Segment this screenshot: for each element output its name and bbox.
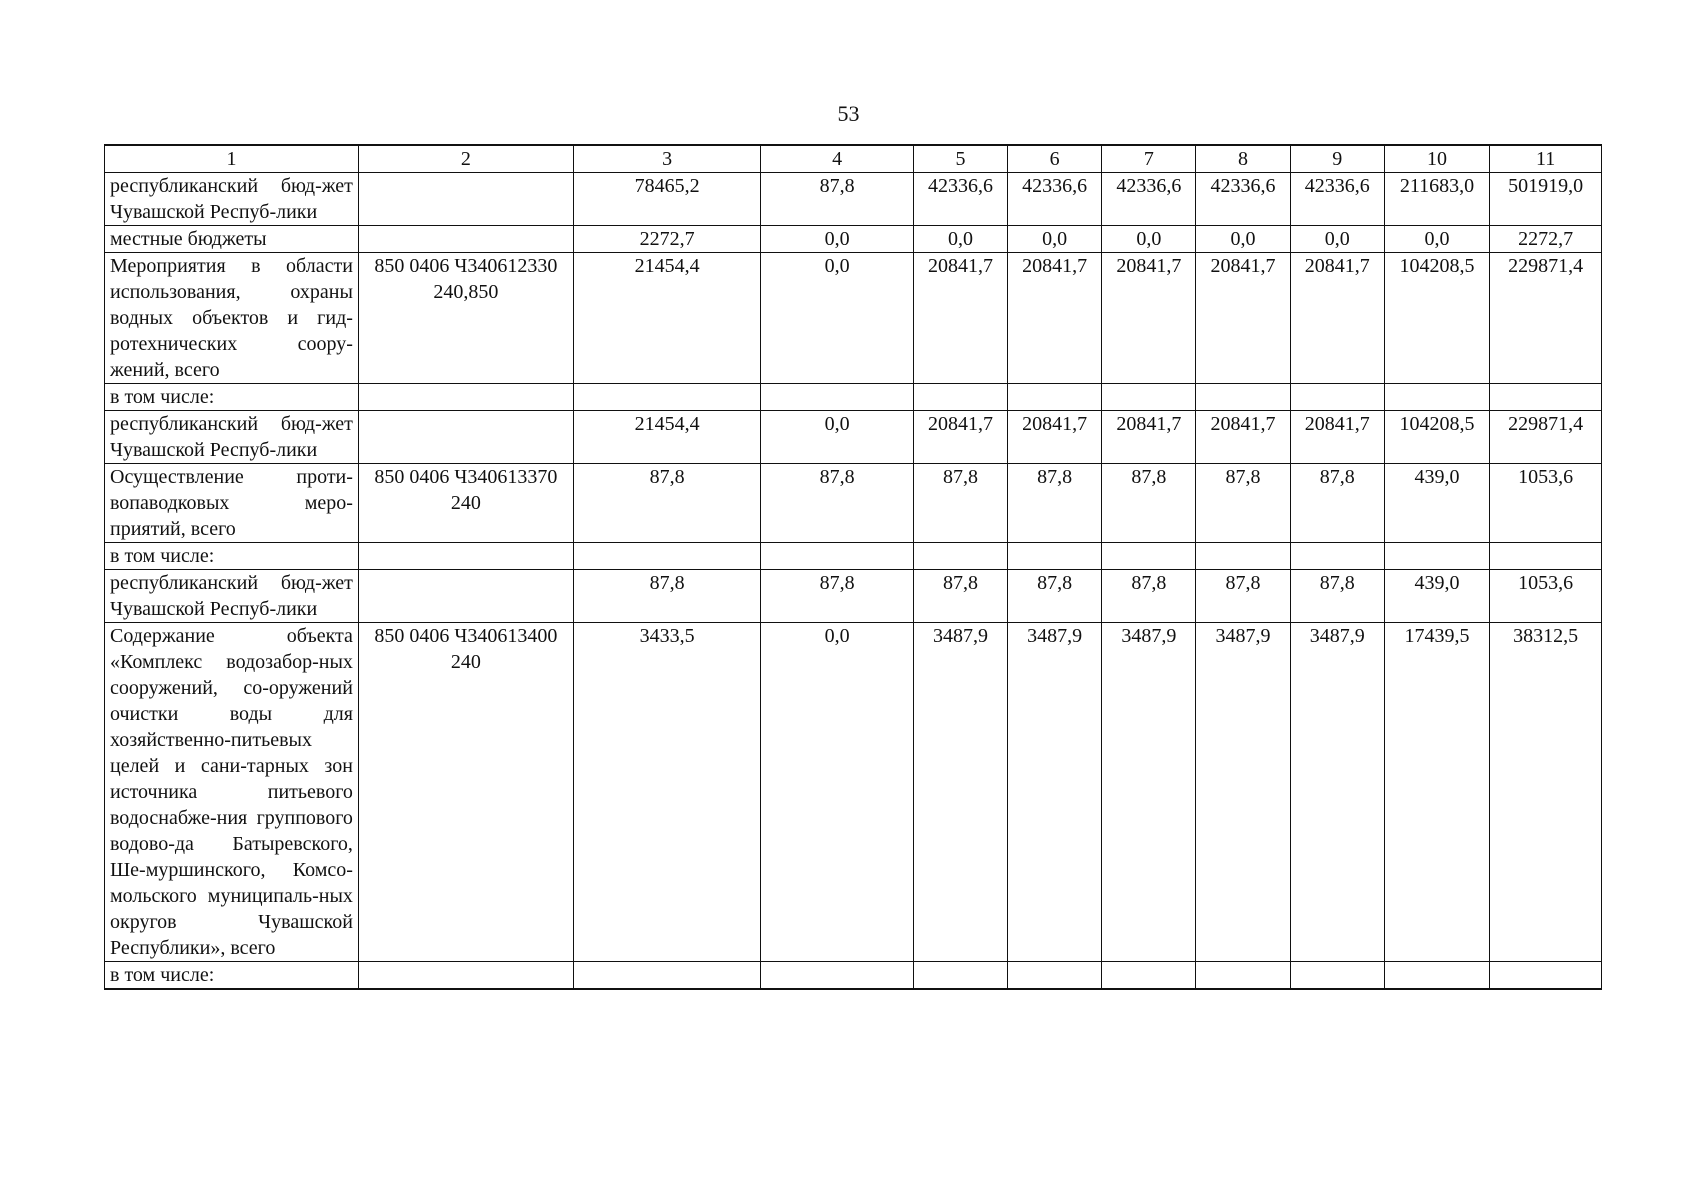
value-cell: 0,0 bbox=[1384, 226, 1489, 253]
value-cell bbox=[1384, 962, 1489, 990]
value-cell: 0,0 bbox=[761, 253, 914, 384]
column-number: 6 bbox=[1008, 145, 1102, 173]
value-cell bbox=[1290, 962, 1384, 990]
row-name-cell: республиканский бюд-жет Чувашской Респуб-лики bbox=[105, 173, 359, 226]
value-cell: 87,8 bbox=[1102, 570, 1196, 623]
value-cell: 3487,9 bbox=[1196, 623, 1290, 962]
budget-code-cell: 850 0406 Ч340613370 240 bbox=[358, 464, 573, 543]
value-cell bbox=[913, 962, 1007, 990]
value-cell: 0,0 bbox=[761, 623, 914, 962]
row-name-cell: Осуществление проти-вопаводковых меро-приятий, всего bbox=[105, 464, 359, 543]
row-name-cell: в том числе: bbox=[105, 543, 359, 570]
budget-code-cell bbox=[358, 411, 573, 464]
value-cell: 87,8 bbox=[761, 173, 914, 226]
value-cell: 20841,7 bbox=[1008, 411, 1102, 464]
budget-code-cell bbox=[358, 173, 573, 226]
column-number: 9 bbox=[1290, 145, 1384, 173]
value-cell: 0,0 bbox=[913, 226, 1007, 253]
value-cell: 20841,7 bbox=[1290, 253, 1384, 384]
value-cell bbox=[913, 384, 1007, 411]
value-cell: 87,8 bbox=[1102, 464, 1196, 543]
budget-code-cell bbox=[358, 384, 573, 411]
value-cell: 229871,4 bbox=[1490, 253, 1602, 384]
row-name-cell: местные бюджеты bbox=[105, 226, 359, 253]
value-cell bbox=[1384, 543, 1489, 570]
table-row bbox=[105, 543, 1602, 570]
value-cell: 0,0 bbox=[1102, 226, 1196, 253]
table-row bbox=[105, 411, 1602, 464]
budget-table bbox=[104, 144, 1602, 990]
value-cell bbox=[761, 962, 914, 990]
column-number: 1 bbox=[105, 145, 359, 173]
value-cell: 21454,4 bbox=[573, 253, 760, 384]
value-cell: 87,8 bbox=[1196, 570, 1290, 623]
value-cell bbox=[573, 384, 760, 411]
value-cell: 87,8 bbox=[1008, 570, 1102, 623]
row-name-cell: в том числе: bbox=[105, 962, 359, 990]
column-number: 10 bbox=[1384, 145, 1489, 173]
value-cell bbox=[761, 543, 914, 570]
value-cell: 0,0 bbox=[761, 411, 914, 464]
value-cell: 87,8 bbox=[913, 464, 1007, 543]
value-cell: 87,8 bbox=[761, 570, 914, 623]
column-number-row bbox=[105, 145, 1602, 173]
value-cell: 20841,7 bbox=[913, 253, 1007, 384]
value-cell bbox=[1384, 384, 1489, 411]
value-cell bbox=[1290, 543, 1384, 570]
value-cell: 87,8 bbox=[1290, 570, 1384, 623]
value-cell bbox=[573, 543, 760, 570]
budget-code-cell bbox=[358, 543, 573, 570]
value-cell: 20841,7 bbox=[1102, 411, 1196, 464]
value-cell: 501919,0 bbox=[1490, 173, 1602, 226]
value-cell: 2272,7 bbox=[573, 226, 760, 253]
value-cell: 87,8 bbox=[761, 464, 914, 543]
value-cell: 87,8 bbox=[913, 570, 1007, 623]
value-cell bbox=[1490, 543, 1602, 570]
value-cell: 0,0 bbox=[1290, 226, 1384, 253]
value-cell bbox=[1196, 384, 1290, 411]
value-cell bbox=[1008, 384, 1102, 411]
column-number: 3 bbox=[573, 145, 760, 173]
budget-code-cell bbox=[358, 962, 573, 990]
value-cell: 0,0 bbox=[1008, 226, 1102, 253]
value-cell: 17439,5 bbox=[1384, 623, 1489, 962]
value-cell: 104208,5 bbox=[1384, 253, 1489, 384]
budget-code-cell: 850 0406 Ч340612330 240,850 bbox=[358, 253, 573, 384]
value-cell bbox=[1490, 384, 1602, 411]
table-row bbox=[105, 173, 1602, 226]
table-row bbox=[105, 962, 1602, 990]
table-row bbox=[105, 570, 1602, 623]
value-cell: 439,0 bbox=[1384, 570, 1489, 623]
row-name-cell: в том числе: bbox=[105, 384, 359, 411]
value-cell: 38312,5 bbox=[1490, 623, 1602, 962]
column-number: 8 bbox=[1196, 145, 1290, 173]
column-number: 7 bbox=[1102, 145, 1196, 173]
value-cell: 42336,6 bbox=[913, 173, 1007, 226]
value-cell bbox=[1196, 543, 1290, 570]
budget-code-cell bbox=[358, 570, 573, 623]
row-name-cell: республиканский бюд-жет Чувашской Респуб-лики bbox=[105, 570, 359, 623]
value-cell bbox=[1102, 384, 1196, 411]
value-cell: 20841,7 bbox=[1196, 253, 1290, 384]
value-cell bbox=[1008, 543, 1102, 570]
column-number: 2 bbox=[358, 145, 573, 173]
value-cell: 20841,7 bbox=[1196, 411, 1290, 464]
value-cell bbox=[761, 384, 914, 411]
value-cell: 78465,2 bbox=[573, 173, 760, 226]
value-cell: 3487,9 bbox=[1102, 623, 1196, 962]
value-cell: 211683,0 bbox=[1384, 173, 1489, 226]
value-cell: 42336,6 bbox=[1102, 173, 1196, 226]
value-cell: 3433,5 bbox=[573, 623, 760, 962]
value-cell: 3487,9 bbox=[913, 623, 1007, 962]
value-cell: 439,0 bbox=[1384, 464, 1489, 543]
value-cell bbox=[1290, 384, 1384, 411]
value-cell: 20841,7 bbox=[1102, 253, 1196, 384]
value-cell: 21454,4 bbox=[573, 411, 760, 464]
value-cell bbox=[1102, 962, 1196, 990]
row-name-cell: Мероприятия в области использования, охраны водных объектов и гид-ротехнических соору-жений, всего bbox=[105, 253, 359, 384]
value-cell bbox=[1490, 962, 1602, 990]
value-cell bbox=[1008, 962, 1102, 990]
value-cell: 20841,7 bbox=[1008, 253, 1102, 384]
budget-code-cell bbox=[358, 226, 573, 253]
value-cell: 87,8 bbox=[1008, 464, 1102, 543]
table-row bbox=[105, 623, 1602, 962]
value-cell: 229871,4 bbox=[1490, 411, 1602, 464]
value-cell bbox=[913, 543, 1007, 570]
value-cell: 87,8 bbox=[573, 464, 760, 543]
row-name-cell: республиканский бюд-жет Чувашской Респуб-лики bbox=[105, 411, 359, 464]
value-cell: 20841,7 bbox=[1290, 411, 1384, 464]
value-cell: 1053,6 bbox=[1490, 570, 1602, 623]
value-cell: 20841,7 bbox=[913, 411, 1007, 464]
value-cell: 87,8 bbox=[573, 570, 760, 623]
column-number: 11 bbox=[1490, 145, 1602, 173]
value-cell: 0,0 bbox=[1196, 226, 1290, 253]
value-cell bbox=[1102, 543, 1196, 570]
value-cell: 0,0 bbox=[761, 226, 914, 253]
value-cell: 42336,6 bbox=[1008, 173, 1102, 226]
table-row bbox=[105, 464, 1602, 543]
value-cell bbox=[573, 962, 760, 990]
column-number: 4 bbox=[761, 145, 914, 173]
row-name-cell: Содержание объекта «Комплекс водозабор-ных сооружений, со-оружений очистки воды для хозяйственно-питьевых целей и сани-тарных зон источника питьевого водоснабже-ния группового водово-да Батыревского, Ше-муршинского, Комсо-мольского муниципаль-ных округов Чувашской Республики», всего bbox=[105, 623, 359, 962]
value-cell: 87,8 bbox=[1196, 464, 1290, 543]
table-row bbox=[105, 384, 1602, 411]
value-cell bbox=[1196, 962, 1290, 990]
page-number: 53 bbox=[837, 101, 860, 126]
value-cell: 2272,7 bbox=[1490, 226, 1602, 253]
value-cell: 42336,6 bbox=[1196, 173, 1290, 226]
budget-code-cell: 850 0406 Ч340613400 240 bbox=[358, 623, 573, 962]
value-cell: 42336,6 bbox=[1290, 173, 1384, 226]
column-number: 5 bbox=[913, 145, 1007, 173]
value-cell: 1053,6 bbox=[1490, 464, 1602, 543]
value-cell: 104208,5 bbox=[1384, 411, 1489, 464]
value-cell: 87,8 bbox=[1290, 464, 1384, 543]
table-row bbox=[105, 253, 1602, 384]
table-row bbox=[105, 226, 1602, 253]
value-cell: 3487,9 bbox=[1290, 623, 1384, 962]
value-cell: 3487,9 bbox=[1008, 623, 1102, 962]
